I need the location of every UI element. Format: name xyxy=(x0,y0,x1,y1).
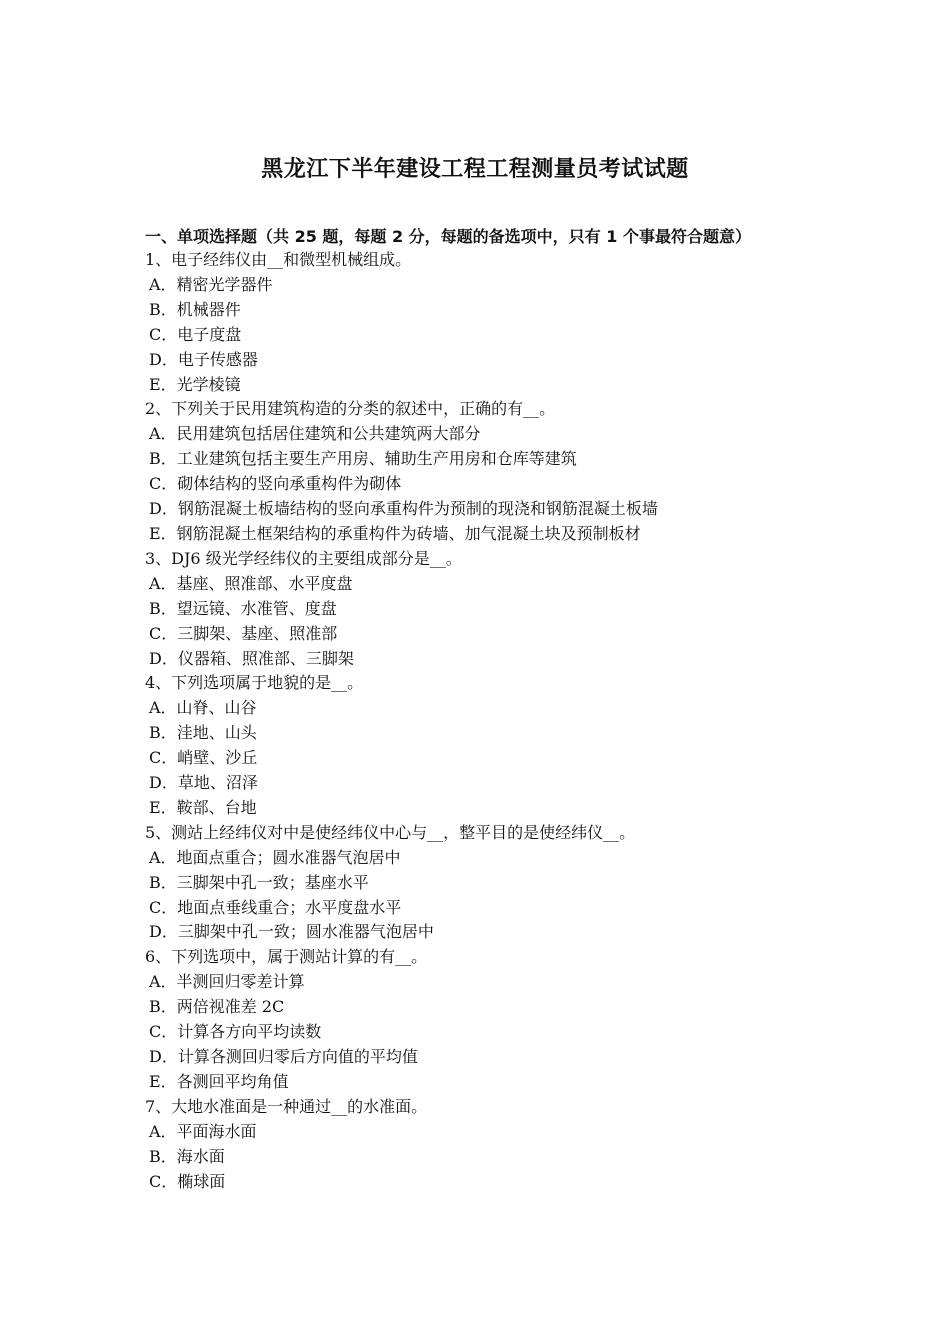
option-c: C．三脚架、基座、照准部 xyxy=(149,623,338,643)
option-c: C．峭壁、沙丘 xyxy=(149,748,258,768)
option-a: A．民用建筑包括居住建筑和公共建筑两大部分 xyxy=(149,424,481,444)
option-b: B．三脚架中孔一致；基座水平 xyxy=(149,872,369,892)
option-b: B．海水面 xyxy=(149,1146,225,1166)
option-e: E．钢筋混凝土框架结构的承重构件为砖墙、加气混凝土块及预制板材 xyxy=(149,523,641,543)
question-4 xyxy=(145,671,810,820)
option-d: D．草地、沼泽 xyxy=(149,773,258,793)
question-2 xyxy=(145,397,810,546)
question-5 xyxy=(145,821,810,946)
question-stem: 4、下列选项属于地貌的是__。 xyxy=(145,673,364,693)
option-a: A．地面点重合；圆水准器气泡居中 xyxy=(149,847,401,867)
option-e: E．鞍部、台地 xyxy=(149,797,257,817)
option-c: C．椭球面 xyxy=(149,1171,226,1191)
question-stem: 5、测站上经纬仪对中是使经纬仪中心与__，整平目的是使经纬仪__。 xyxy=(145,822,636,842)
option-e: E．光学棱镜 xyxy=(149,374,241,394)
option-c: C．地面点垂线重合；水平度盘水平 xyxy=(149,897,402,917)
option-b: B．望远镜、水准管、度盘 xyxy=(149,598,337,618)
exam-content xyxy=(145,225,810,1194)
option-a: A．基座、照准部、水平度盘 xyxy=(149,573,353,593)
option-c: C．计算各方向平均读数 xyxy=(149,1022,322,1042)
question-stem: 1、电子经纬仪由__和微型机械组成。 xyxy=(145,250,412,269)
question-6 xyxy=(145,945,810,1094)
option-d: D．钢筋混凝土板墙结构的竖向承重构件为预制的现浇和钢筋混凝土板墙 xyxy=(149,499,658,519)
question-stem: 6、下列选项中，属于测站计算的有__。 xyxy=(145,947,428,967)
option-d: D．计算各测回归零后方向值的平均值 xyxy=(149,1047,418,1066)
option-d: D．三脚架中孔一致；圆水准器气泡居中 xyxy=(149,922,434,942)
option-a: A．平面海水面 xyxy=(149,1121,257,1141)
option-a: A．半测回归零差计算 xyxy=(149,972,305,992)
option-c: C．砌体结构的竖向承重构件为砌体 xyxy=(149,474,402,494)
option-b: B．洼地、山头 xyxy=(149,723,257,743)
question-stem: 3、DJ6 级光学经纬仪的主要组成部分是__。 xyxy=(145,548,462,568)
option-e: E．各测回平均角值 xyxy=(149,1071,289,1091)
question-stem: 2、下列关于民用建筑构造的分类的叙述中，正确的有__。 xyxy=(145,399,556,419)
section-heading: 一、单项选择题（共 25 题，每题 2 分，每题的备选项中，只有 1 个事最符合题意） xyxy=(145,227,751,246)
option-d: D．电子传感器 xyxy=(149,349,258,369)
option-d: D．仪器箱、照准部、三脚架 xyxy=(149,648,354,668)
option-b: B．工业建筑包括主要生产用房、辅助生产用房和仓库等建筑 xyxy=(149,449,577,469)
question-1 xyxy=(145,248,810,397)
document-title: 黑龙江下半年建设工程工程测量员考试试题 xyxy=(261,157,689,182)
question-7 xyxy=(145,1095,810,1195)
option-c: C．电子度盘 xyxy=(149,324,242,344)
question-3 xyxy=(145,547,810,672)
option-b: B．机械器件 xyxy=(149,299,241,319)
option-a: A．精密光学器件 xyxy=(149,274,273,294)
option-a: A．山脊、山谷 xyxy=(149,698,257,718)
question-stem: 7、大地水准面是一种通过__的水准面。 xyxy=(145,1096,428,1116)
option-b: B．两倍视准差 2C xyxy=(149,997,285,1017)
